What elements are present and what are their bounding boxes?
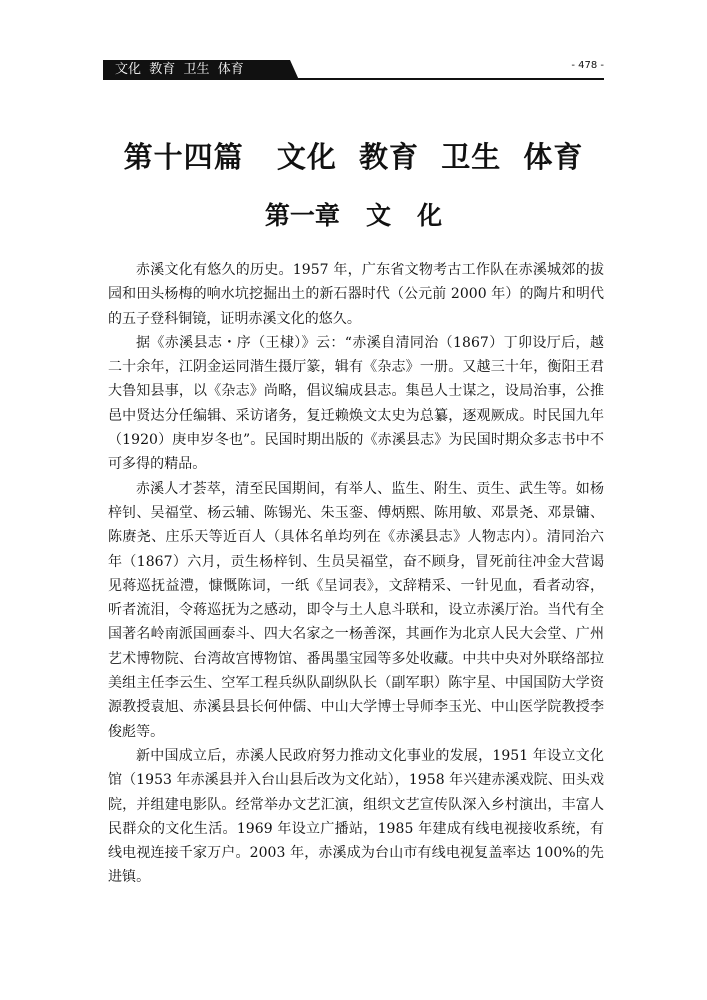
- paragraph: 据《赤溪县志・序（王棣）》云：“赤溪自清同治（1867）丁卯设厅后，越二十余年，江阴金运同湝生摄厅篆，辑有《杂志》一册。又越三十年，衡阳王君大鲁知县事，以《杂志》尚略，倡议编成县志。集邑人士谋之，设局治事，公推邑中贤达分任编辑、采访诸务，复迁赖焕文太史为总纂，逐观厥成。时民国九年（1920）庚申岁冬也”。民国时期出版的《赤溪县志》为民国时期众多志书中不可多得的精品。: [108, 334, 604, 473]
- running-header-section: 文化 教育 卫生 体育: [115, 62, 244, 77]
- part-title: 第十四篇 文化 教育 卫生 体育: [123, 140, 584, 174]
- paragraph: 赤溪文化有悠久的历史。1957 年，广东省文物考古工作队在赤溪城郊的拔园和田头杨梅的响水坑挖掘出土的新石器时代（公元前 2000 年）的陶片和明代的五子登科铜镜，证明赤溪文化的悠久。: [108, 262, 604, 327]
- body-text: [108, 258, 604, 890]
- paragraph: 赤溪人才荟萃，清至民国期间，有举人、监生、附生、贡生、武生等。如杨梓钊、吴福堂、杨云辅、陈锡光、朱玉銮、傅炳熙、陈用敏、邓景尧、邓景镛、陈赓尧、庄乐天等近百人（具体名单均列在《赤溪县志》人物志内）。清同治六年（1867）六月，贡生杨梓钊、生员吴福堂，奋不顾身，冒死前往冲金大营谒见蒋巡抚益澧，慷慨陈词，一纸《呈词表》，文辞精采、一针见血，看者动容，听者流泪，令蒋巡抚为之感动，即令与土人息斗联和，设立赤溪厅治。当代有全国著名岭南派国画泰斗、四大名家之一杨善深，其画作为北京人民大会堂、广州艺术博物院、台湾故宫博物馆、番禺墨宝园等多处收藏。中共中央对外联络部拉美组主任李云生、空军工程兵纵队副纵队长（副军职）陈宇星、中国国防大学资源教授袁旭、赤溪县县长何仲儒、中山大学博士导师李玉光、中山医学院教授李俊彪等。: [108, 480, 604, 740]
- page-number: - 478 -: [571, 60, 604, 71]
- chapter-title: 第一章 文 化: [264, 201, 443, 230]
- header-rule: [103, 78, 604, 80]
- paragraph: 新中国成立后，赤溪人民政府努力推动文化事业的发展，1951 年设立文化馆（1953 年赤溪县并入台山县后改为文化站），1958 年兴建赤溪戏院、田头戏院，并组建电影队。经常举办文艺汇演，组织文艺宣传队深入乡村演出，丰富人民群众的文化生活。1969 年设立广播站，1985 年建成有线电视接收系统，有线电视连接千家万户。2003 年，赤溪成为台山市有线电视复盖率达 100%的先进镇。: [108, 747, 604, 886]
